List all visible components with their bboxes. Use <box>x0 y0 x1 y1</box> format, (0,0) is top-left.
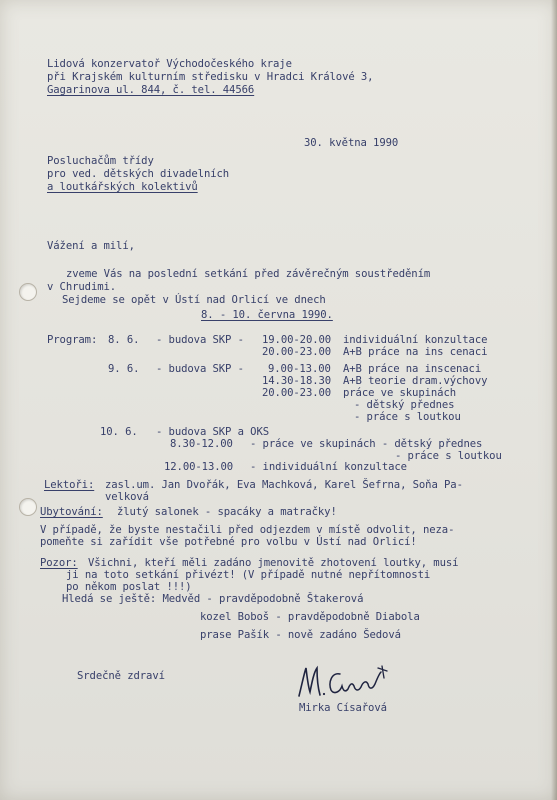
handwritten-signature <box>296 662 396 702</box>
intro-line-3: Sejdeme se opět v Ústí nad Orlicí ve dnech <box>62 294 326 306</box>
day2-time-2: 14.30-18.30 <box>262 375 332 387</box>
letter-date: 30. května 1990 <box>304 137 399 149</box>
day2-sub-2: - práce s loutkou <box>354 411 461 423</box>
day3-place: - budova SKP a OKS <box>156 426 270 438</box>
attention-line-3: po někom poslat !!!) <box>66 581 192 593</box>
day1-time-1: 19.00-20.00 <box>262 334 332 346</box>
letterhead-line-3: Gagarinova ul. 844, č. tel. 44566 <box>47 84 255 96</box>
attention-label: Pozor: <box>40 557 78 569</box>
day2-place: - budova SKP - <box>156 363 244 375</box>
lecturers-label: Lektoři: <box>44 479 95 491</box>
intro-line-1: zveme Vás na poslední setkání před závěrečným soustředěním <box>66 268 431 280</box>
punch-hole-icon <box>19 283 37 301</box>
letterhead-line-2: při Krajském kulturním středisku v Hradci Králové 3, <box>47 71 374 83</box>
program-label: Program: <box>47 334 98 346</box>
day2-time-1: 9.00-13.00 <box>268 363 331 375</box>
letterhead-line-1: Lidová konzervatoř Východočeského kraje <box>47 58 292 70</box>
lecturers-line-1: zasl.um. Jan Dvořák, Eva Machková, Karel Šefrna, Soňa Pa- <box>105 479 463 491</box>
day3-sub-1: - práce s loutkou <box>395 450 502 462</box>
day2-time-3: 20.00-23.00 <box>262 387 332 399</box>
day3-time-2: 12.00-13.00 <box>164 461 234 473</box>
accommodation-text: žlutý salonek - spacáky a matračky! <box>117 506 337 518</box>
notice-line-1: V případě, že byste nestačili před odjezdem v místě odvolit, neza- <box>40 524 455 536</box>
day3-time-1: 8.30-12.00 <box>170 438 233 450</box>
closing-greeting: Srdečně zdraví <box>77 670 165 682</box>
punch-hole-icon <box>19 498 37 516</box>
accommodation-label: Ubytování: <box>40 506 103 518</box>
attention-line-4: Hledá se ještě: Medvěd - pravděpodobně Štakerová <box>62 593 364 605</box>
day2-date: 9. 6. <box>108 363 140 375</box>
attention-line-5: kozel Boboš - pravděpodobně Diabola <box>200 611 420 623</box>
notice-line-2: pomeňte si zařídit vše potřebné pro volbu v Ústí nad Orlicí! <box>40 536 417 548</box>
signature-name: Mirka Císařová <box>299 702 387 714</box>
day3-activity-2: - individuální konzultace <box>250 461 407 473</box>
day3-date: 10. 6. <box>100 426 138 438</box>
day2-sub-1: - dětský přednes <box>354 399 455 411</box>
recipient-line-1: Posluchačům třídy <box>47 155 154 167</box>
paper-edge-shadow <box>551 0 557 800</box>
greeting: Vážení a milí, <box>47 240 135 252</box>
day2-activity-2: A+B teorie dram.výchovy <box>343 375 488 387</box>
day1-place: - budova SKP - <box>156 334 244 346</box>
recipient-line-2: pro ved. dětských divadelních <box>47 168 230 180</box>
day1-activity-1: individuální konzultace <box>343 334 488 346</box>
attention-line-1: Všichni, kteří měli zadáno jmenovitě zhotovení loutky, musí <box>88 557 459 569</box>
meeting-dates: 8. - 10. června 1990. <box>201 309 333 321</box>
day2-activity-3: práce ve skupinách <box>343 387 457 399</box>
intro-line-2: v Chrudimi. <box>47 281 117 293</box>
day1-date: 8. 6. <box>108 334 140 346</box>
day1-time-2: 20.00-23.00 <box>262 346 332 358</box>
lecturers-line-2: velková <box>105 491 149 503</box>
attention-line-2: ji na toto setkání přivézt! (V případě nutné nepřítomnosti <box>66 569 431 581</box>
day1-activity-2: A+B práce na ins cenaci <box>343 346 488 358</box>
day3-activity-1: - práce ve skupinách - dětský přednes <box>250 438 483 450</box>
recipient-line-3: a loutkářských kolektivů <box>47 181 198 193</box>
day2-activity-1: A+B práce na inscenaci <box>343 363 482 375</box>
attention-line-6: prase Pašík - nově zadáno Šedová <box>200 629 401 641</box>
